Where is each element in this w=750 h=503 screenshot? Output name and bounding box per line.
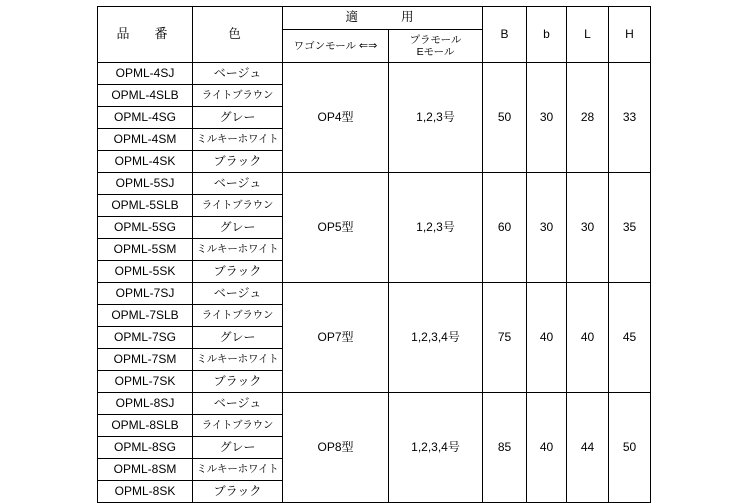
cell-code: OPML-8SLB: [98, 415, 193, 437]
table-row: [98, 283, 651, 305]
cell-color: ブラック: [193, 371, 283, 393]
cell-pla-type: 1,2,3号: [389, 173, 483, 283]
cell-code: OPML-7SLB: [98, 305, 193, 327]
cell-code: OPML-5SG: [98, 217, 193, 239]
header-b: b: [527, 7, 567, 63]
cell-color: グレー: [193, 327, 283, 349]
cell-code: OPML-4SG: [98, 107, 193, 129]
header-color: 色: [193, 7, 283, 63]
cell-code: OPML-7SJ: [98, 283, 193, 305]
cell-code: OPML-7SK: [98, 371, 193, 393]
cell-code: OPML-4SK: [98, 151, 193, 173]
cell-pla-type: 1,2,3,4号: [389, 283, 483, 393]
cell-B: 85: [483, 393, 527, 503]
cell-color: グレー: [193, 437, 283, 459]
cell-pla-type: 1,2,3,4号: [389, 393, 483, 503]
cell-color: ブラック: [193, 481, 283, 503]
cell-code: OPML-4SLB: [98, 85, 193, 107]
cell-color: ライトブラウン: [193, 195, 283, 217]
cell-code: OPML-8SK: [98, 481, 193, 503]
cell-code: OPML-8SJ: [98, 393, 193, 415]
specification-table: [97, 6, 651, 503]
cell-color: ミルキーホワイト: [193, 459, 283, 481]
header-application: 適 用: [283, 7, 483, 30]
cell-H: 50: [609, 393, 651, 503]
cell-wagon-type: OP7型: [283, 283, 389, 393]
cell-color: ライトブラウン: [193, 305, 283, 327]
cell-code: OPML-7SG: [98, 327, 193, 349]
table-header-row-1: [98, 7, 651, 30]
table-row: [98, 63, 651, 85]
cell-B: 60: [483, 173, 527, 283]
cell-color: グレー: [193, 107, 283, 129]
cell-code: OPML-7SM: [98, 349, 193, 371]
cell-code: OPML-4SM: [98, 129, 193, 151]
cell-color: ライトブラウン: [193, 415, 283, 437]
header-B: B: [483, 7, 527, 63]
cell-wagon-type: OP5型: [283, 173, 389, 283]
table-row: [98, 393, 651, 415]
cell-code: OPML-5SK: [98, 261, 193, 283]
header-pla-mall: プラモール Eモール: [389, 30, 483, 63]
cell-b: 40: [527, 393, 567, 503]
cell-b: 30: [527, 173, 567, 283]
header-H: H: [609, 7, 651, 63]
cell-H: 33: [609, 63, 651, 173]
cell-L: 28: [567, 63, 609, 173]
cell-b: 40: [527, 283, 567, 393]
arrow-icon: ⇐⇒: [358, 39, 378, 52]
cell-L: 30: [567, 173, 609, 283]
cell-color: ライトブラウン: [193, 85, 283, 107]
cell-color: ベージュ: [193, 283, 283, 305]
cell-color: ミルキーホワイト: [193, 129, 283, 151]
cell-color: ベージュ: [193, 63, 283, 85]
cell-B: 50: [483, 63, 527, 173]
header-code: 品 番: [98, 7, 193, 63]
cell-color: ブラック: [193, 151, 283, 173]
cell-H: 35: [609, 173, 651, 283]
cell-color: グレー: [193, 217, 283, 239]
cell-code: OPML-4SJ: [98, 63, 193, 85]
cell-code: OPML-5SLB: [98, 195, 193, 217]
cell-L: 40: [567, 283, 609, 393]
cell-color: ミルキーホワイト: [193, 239, 283, 261]
cell-color: ベージュ: [193, 393, 283, 415]
header-L: L: [567, 7, 609, 63]
cell-color: ベージュ: [193, 173, 283, 195]
cell-b: 30: [527, 63, 567, 173]
header-wagon-mall: ワゴンモール ⇐⇒: [283, 30, 389, 63]
cell-pla-type: 1,2,3号: [389, 63, 483, 173]
cell-wagon-type: OP4型: [283, 63, 389, 173]
cell-L: 44: [567, 393, 609, 503]
table-row: [98, 173, 651, 195]
cell-code: OPML-5SM: [98, 239, 193, 261]
cell-code: OPML-5SJ: [98, 173, 193, 195]
cell-B: 75: [483, 283, 527, 393]
cell-color: ブラック: [193, 261, 283, 283]
cell-H: 45: [609, 283, 651, 393]
cell-code: OPML-8SM: [98, 459, 193, 481]
cell-color: ミルキーホワイト: [193, 349, 283, 371]
cell-code: OPML-8SG: [98, 437, 193, 459]
cell-wagon-type: OP8型: [283, 393, 389, 503]
